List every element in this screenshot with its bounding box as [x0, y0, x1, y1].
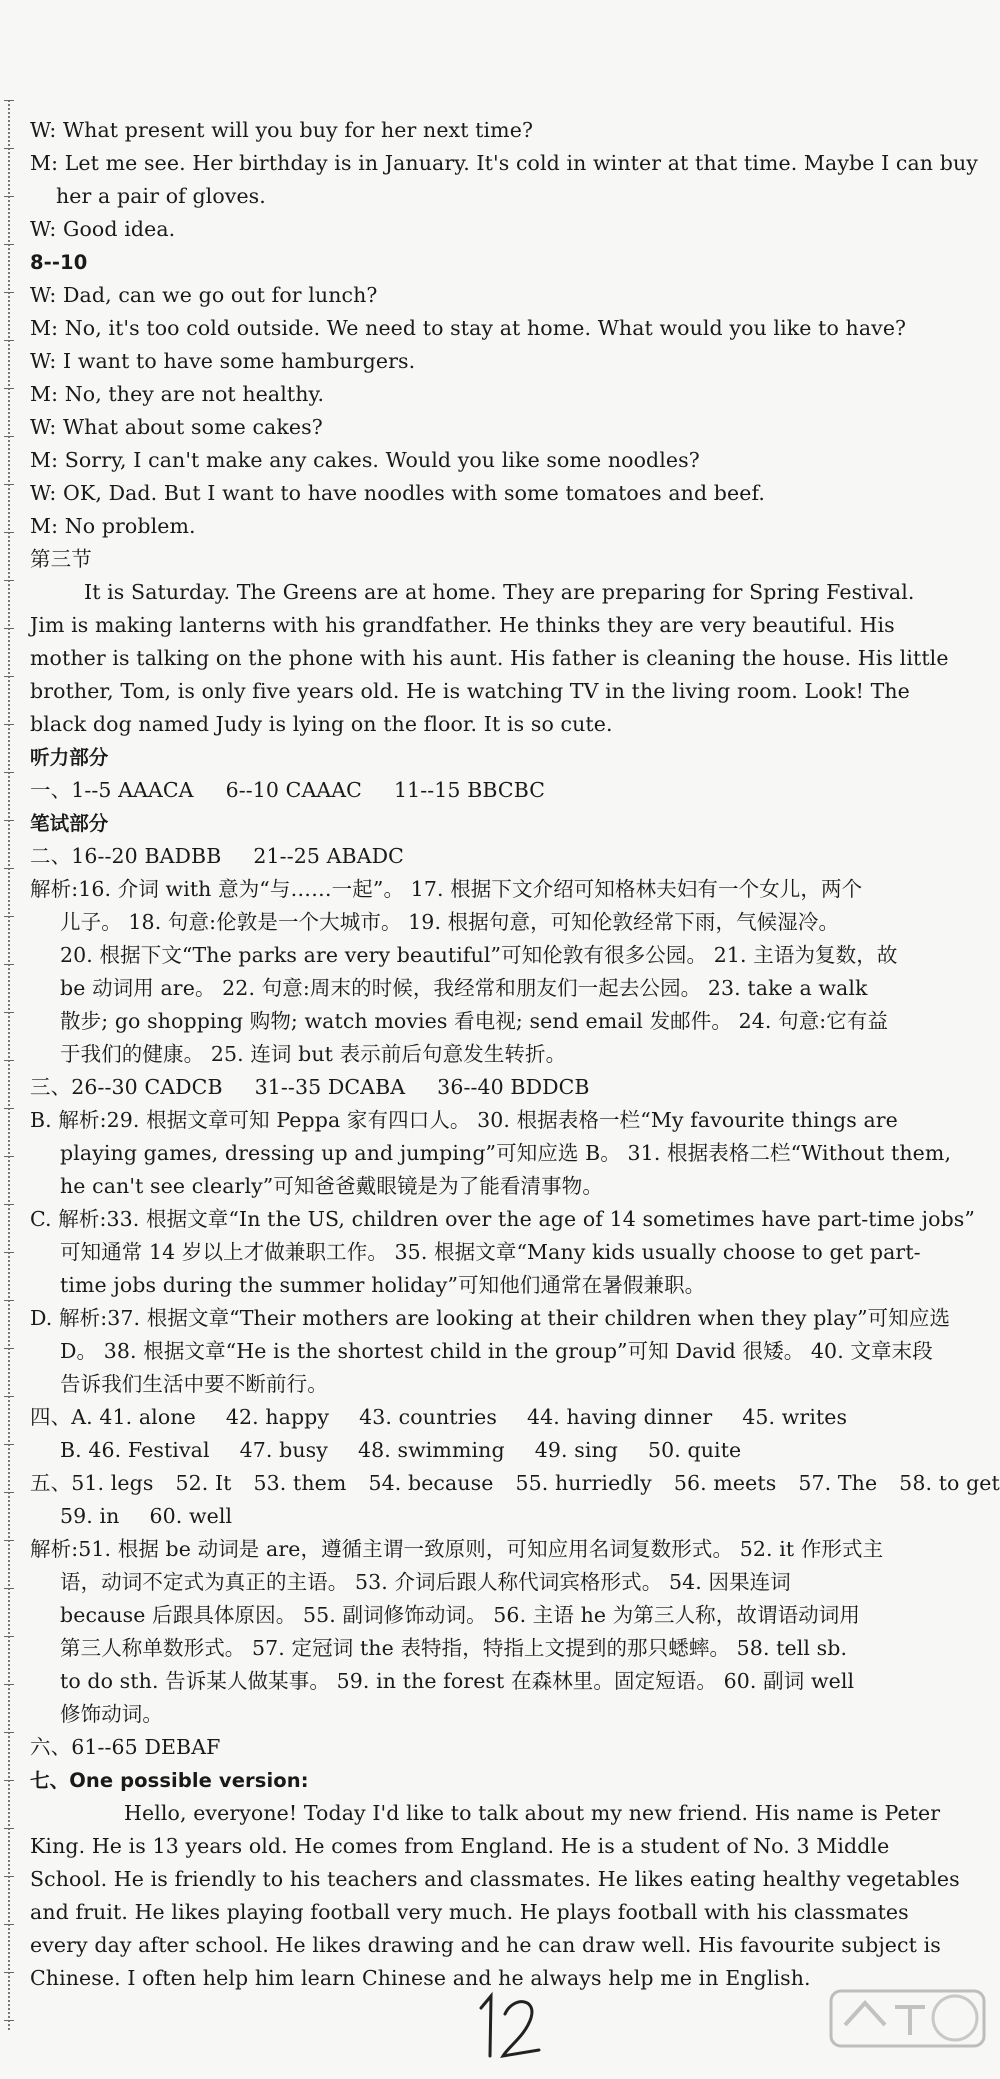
dialogue-line [30, 312, 960, 345]
answer-item: 44. having dinner [527, 1405, 713, 1429]
dialogue-text: Dad, can we go out for lunch? [63, 283, 378, 307]
dialogue-text: Good idea. [63, 217, 176, 241]
analysis-line: 散步; go shopping 购物; watch movies 看电视; send email 发邮件。 24. 句意:它有益 [60, 1009, 889, 1033]
binding-tick [4, 1540, 14, 1541]
dialogue-line [30, 411, 960, 444]
binding-tick [4, 1156, 14, 1157]
dialogue-text: No problem. [64, 514, 196, 538]
dialogue-line [30, 114, 960, 147]
speaker-label: W: [30, 118, 64, 142]
speaker-label: M: [30, 514, 65, 538]
analysis-line: 于我们的健康。 25. 连词 but 表示前后句意发生转折。 [60, 1042, 567, 1066]
dialogue-2 [30, 279, 960, 543]
binding-tick [4, 1252, 14, 1253]
binding-tick [4, 340, 14, 341]
binding-tick [4, 1924, 14, 1925]
part7-essay: Hello, everyone! Today I'd like to talk about my new friend. His name is Peter King. He is 13 years old. He comes from England. He is a student of No. 3 Middle School. He is friendly to his teachers and classmates. He likes eating healthy vegetables and fruit. He likes playing football very much. He plays football with his classmates every day after school. He likes drawing and he can draw well. His favourite subject is Chinese. I often help him learn Chinese and he always help me in English. [30, 1801, 960, 1990]
binding-tick [4, 868, 14, 869]
dialogue-1 [30, 114, 978, 246]
analysis-line: 可知通常 14 岁以上才做兼职工作。 35. 根据文章“Many kids usually choose to get part- [60, 1240, 921, 1264]
dialogue-line [30, 510, 960, 543]
dialogue-line [30, 147, 978, 180]
answer-item: 52. It [175, 1471, 232, 1495]
binding-tick [4, 724, 14, 725]
answer-item: 49. sing [534, 1438, 619, 1462]
speaker-label: W: [30, 283, 64, 307]
dialogue-text: No, it's too cold outside. We need to stay at home. What would you like to have? [64, 316, 907, 340]
part2-answers: 二、16--20 BADBB 21--25 ABADC [30, 844, 404, 868]
binding-tick [4, 676, 14, 677]
dialogue-line [30, 213, 960, 246]
answer-row [30, 1401, 960, 1434]
analysis-line: C. 解析:33. 根据文章“In the US, children over the age of 14 sometimes have part-time jobs” [30, 1207, 975, 1231]
binding-tick [4, 1588, 14, 1589]
binding-tick [4, 532, 14, 533]
handwritten-page-number [475, 1988, 545, 2060]
answer-item: 47. busy [239, 1438, 328, 1462]
binding-tick [4, 1828, 14, 1829]
binding-tick [4, 1060, 14, 1061]
analysis-line: 儿子。 18. 句意:伦敦是一个大城市。 19. 根据句意，可知伦敦经常下雨，气候湿冷。 [60, 910, 840, 934]
binding-tick [4, 292, 14, 293]
analysis-line: 语，动词不定式为真正的主语。 53. 介词后跟人称代词宾格形式。 54. 因果连词 [60, 1570, 791, 1594]
answer-row [30, 1500, 960, 1533]
answer-item: 四、A. 41. alone [30, 1405, 196, 1429]
answer-item: 54. because [368, 1471, 494, 1495]
dialogue-line [30, 378, 960, 411]
answer-row [30, 1467, 1000, 1500]
binding-tick [4, 100, 14, 101]
analysis-line: he can't see clearly”可知爸爸戴眼镜是为了能看清事物。 [60, 1174, 603, 1198]
speaker-label: M: [30, 151, 65, 175]
binding-tick [4, 1300, 14, 1301]
section-8-10-heading: 8--10 [30, 251, 88, 274]
answer-item: 48. swimming [357, 1438, 505, 1462]
part2-analysis [30, 873, 960, 1071]
dialogue-text: her a pair of gloves. [56, 184, 266, 208]
answer-item: B. 46. Festival [60, 1438, 210, 1462]
analysis-line: D. 解析:37. 根据文章“Their mothers are looking at their children when they play”可知应选 [30, 1306, 951, 1330]
dialogue-text: Sorry, I can't make any cakes. Would you like some noodles? [64, 448, 700, 472]
binding-tick [4, 388, 14, 389]
analysis-line: D。 38. 根据文章“He is the shortest child in the group”可知 David 很矮。 40. 文章末段 [60, 1339, 933, 1363]
analysis-line: playing games, dressing up and jumping”可知应选 B。 31. 根据表格二栏“Without them, [60, 1141, 952, 1165]
binding-tick [4, 2020, 14, 2021]
dialogue-text: Let me see. Her birthday is in January. It's cold in winter at that time. Maybe I can buy [64, 151, 978, 175]
binding-tick [4, 436, 14, 437]
dialogue-line [30, 345, 960, 378]
binding-tick [4, 244, 14, 245]
part3-answers: 三、26--30 CADCB 31--35 DCABA 36--40 BDDCB [30, 1075, 590, 1099]
dialogue-line [30, 180, 960, 213]
binding-tick [4, 1444, 14, 1445]
answer-item: 57. The [798, 1471, 878, 1495]
binding-tick [4, 148, 14, 149]
answer-item: 58. to get [899, 1471, 1000, 1495]
dialogue-text: What about some cakes? [63, 415, 323, 439]
binding-tick [4, 580, 14, 581]
analysis-line: 解析:51. 根据 be 动词是 are，遵循主谓一致原则，可知应用名词复数形式。 52. it 作形式主 [30, 1537, 884, 1561]
analysis-line: to do sth. 告诉某人做某事。 59. in the forest 在森林里。固定短语。 60. 副词 well [60, 1669, 855, 1693]
analysis-line: 告诉我们生活中要不断前行。 [60, 1372, 328, 1396]
section3-text: It is Saturday. The Greens are at home. They are preparing for Spring Festival. Jim is making lanterns with his grandfather. He thinks they are very beautiful. His mother is talking on the phone with his aunt. His father is cleaning the house. His little brother, Tom, is only five years old. He is watching TV in the living room. Look! The black dog named Judy is lying on the floor. It is so cute. [30, 580, 949, 736]
answer-item: 45. writes [742, 1405, 848, 1429]
speaker-label: M: [30, 382, 65, 406]
binding-tick [4, 1636, 14, 1637]
analysis-line: be 动词用 are。 22. 句意:周末的时候，我经常和朋友们一起去公园。 23. take a walk [60, 976, 868, 1000]
answer-row [30, 1434, 960, 1467]
answer-item: 50. quite [648, 1438, 742, 1462]
analysis-line: B. 解析:29. 根据文章可知 Peppa 家有四口人。 30. 根据表格一栏“My favourite things are [30, 1108, 898, 1132]
dialogue-line [30, 477, 960, 510]
analysis-line: 20. 根据下文“The parks are very beautiful”可知伦敦有很多公园。 21. 主语为复数，故 [60, 943, 898, 967]
binding-tick [4, 820, 14, 821]
dialogue-line [30, 444, 960, 477]
binding-tick [4, 1684, 14, 1685]
binding-tick [4, 772, 14, 773]
binding-tick [4, 1396, 14, 1397]
dialogue-text: I want to have some hamburgers. [63, 349, 416, 373]
writing-title: 笔试部分 [30, 812, 109, 835]
answer-item: 59. in [60, 1504, 120, 1528]
binding-tick [4, 1732, 14, 1733]
speaker-label: W: [30, 349, 64, 373]
answer-page [30, 114, 1000, 1995]
binding-tick [4, 964, 14, 965]
answer-item: 53. them [253, 1471, 347, 1495]
binding-tick [4, 1972, 14, 1973]
binding-tick [4, 1492, 14, 1493]
binding-tick [4, 1012, 14, 1013]
dialogue-text: No, they are not healthy. [64, 382, 325, 406]
analysis-line: 解析:16. 介词 with 意为“与……一起”。 17. 根据下文介绍可知格林夫妇有一个女儿，两个 [30, 877, 863, 901]
binding-tick [4, 1876, 14, 1877]
binding-tick [4, 628, 14, 629]
part3-analysis [30, 1104, 975, 1401]
binding-tick [4, 484, 14, 485]
analysis-line: 修饰动词。 [60, 1702, 163, 1726]
answer-item: 五、51. legs [30, 1471, 154, 1495]
watermark-icon [825, 1985, 990, 2070]
speaker-label: W: [30, 415, 64, 439]
speaker-label: M: [30, 316, 65, 340]
dialogue-text: What present will you buy for her next time? [63, 118, 534, 142]
analysis-line: because 后跟具体原因。 55. 副词修饰动词。 56. 主语 he 为第三人称，故谓语动词用 [60, 1603, 860, 1627]
dialogue-line [30, 279, 960, 312]
answer-item: 42. happy [225, 1405, 330, 1429]
binding-tick [4, 196, 14, 197]
answer-item: 43. countries [359, 1405, 497, 1429]
dialogue-text: OK, Dad. But I want to have noodles with some tomatoes and beef. [63, 481, 766, 505]
binding-margin [8, 100, 14, 2030]
binding-tick [4, 1780, 14, 1781]
section3-title: 第三节 [30, 547, 92, 571]
part5-answers [30, 1467, 1000, 1533]
answer-item: 60. well [149, 1504, 233, 1528]
speaker-label: W: [30, 481, 64, 505]
binding-tick [4, 916, 14, 917]
listening-title: 听力部分 [30, 746, 109, 769]
binding-tick [4, 1108, 14, 1109]
part4-answers [30, 1401, 960, 1467]
part7-title: 七、One possible version: [30, 1769, 309, 1792]
binding-tick [4, 1204, 14, 1205]
analysis-line: 第三人称单数形式。 57. 定冠词 the 表特指，特指上文提到的那只蟋蟀。 58. tell sb. [60, 1636, 848, 1660]
speaker-label: W: [30, 217, 64, 241]
binding-tick [4, 1348, 14, 1349]
part6-answers: 六、61--65 DEBAF [30, 1735, 221, 1759]
speaker-label: M: [30, 448, 65, 472]
part5-analysis [30, 1533, 960, 1731]
answer-item: 55. hurriedly [515, 1471, 652, 1495]
answer-item: 56. meets [673, 1471, 777, 1495]
analysis-line: time jobs during the summer holiday”可知他们通常在暑假兼职。 [60, 1273, 706, 1297]
watermark-logo [825, 1985, 990, 2070]
listening-answers: 一、1--5 AAACA 6--10 CAAAC 11--15 BBCBC [30, 778, 546, 802]
